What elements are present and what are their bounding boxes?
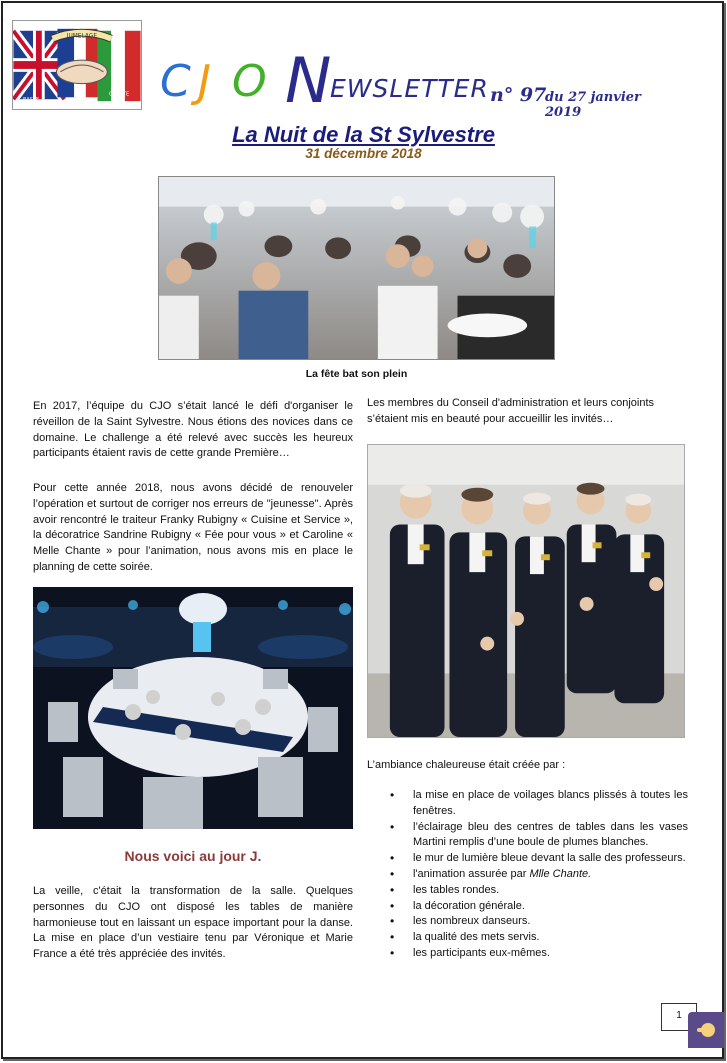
party-photo-caption: La fête bat son plein [305, 368, 408, 380]
decorated-table-photo [33, 587, 353, 829]
bullet-item: • la qualité des mets servis. [388, 930, 688, 946]
bullet-item: • les participants eux-mêmes. [388, 946, 688, 962]
preparation-paragraph: La veille, c'était la transformation de la salle. Quelques personnes du CJO ont disposé les tables de manière harmonieuse tout en laissant un espace important pour la danse. La mise en place d’un vestiaire tenu par Véronique et Marie France a été très appréciée des invités. [33, 885, 353, 961]
logo-right-text: CHANTE [108, 91, 130, 98]
ambiance-bullet-list [388, 788, 688, 962]
section-heading-jour-j: Nous voici au jour J. [124, 848, 262, 864]
party-hall-photo [158, 176, 555, 360]
bullet-item: • la mise en place de voilages blancs plissés à toutes les fenêtres. [388, 788, 688, 820]
masthead-letter-j: J [198, 56, 211, 107]
bullet-item: • les nombreux danseurs. [388, 914, 688, 930]
bullet-item: • la décoration générale. [388, 899, 688, 915]
board-members-photo [367, 444, 685, 738]
logo-flags-handshake-image [13, 21, 141, 109]
article-title: La Nuit de la St Sylvestre [232, 122, 495, 147]
intro-paragraph: En 2017, l’équipe du CJO s’était lancé le défi d'organiser le réveillon de la Saint Sylvestre. Nous étions des novices dans ce domaine. Le challenge a été relevé avec succès les heureux participants étaient ravis de cette grande Première… [33, 400, 353, 460]
newsletter-masthead [160, 44, 680, 120]
masthead-issue-number: n° 97 [490, 84, 547, 106]
article-subtitle: 31 décembre 2018 [305, 146, 422, 161]
masthead-letter-c: C [160, 56, 191, 107]
cjo-logo [12, 20, 142, 110]
planning-paragraph: Pour cette année 2018, nous avons décidé de renouveler l’opération et surtout de corriger nos erreurs de "jeunesse". Après avoir rencontré le traiteur Franky Rubigny « Cuisine et Service », la décoratrice Sandrine Rubigny « Fée pour vous » et Caroline « Melle Chante » pour l’animation, nous avons mis en place le planning de cette soirée. [33, 482, 353, 573]
masthead-date: du 27 janvier 2019 [545, 90, 641, 120]
board-members-paragraph: Les membres du Conseil d'administration et leurs conjoints s’étaient mis en beauté pour accueillir les invités… [367, 397, 655, 425]
page-number: 1 [661, 1003, 697, 1031]
bullet-item: • les tables rondes. [388, 883, 688, 899]
masthead-newsletter-word: EWSLETTER [330, 74, 489, 103]
bullet-item: • l'animation assurée par Mlle Chante. [388, 867, 688, 883]
logo-left-text: BASSE [23, 97, 40, 104]
bullet-item: • le mur de lumière bleue devant la salle des professeurs. [388, 851, 688, 867]
logo-top-text: JUMELAGE [66, 33, 98, 40]
masthead-letter-o: O [232, 56, 267, 107]
masthead-letter-n: N [285, 44, 332, 117]
bullet-italic-name: Mlle Chante. [529, 867, 592, 880]
hand-pointer-icon[interactable] [688, 1012, 724, 1048]
bullet-item: • l’éclairage bleu des centres de tables dans les vases Martini remplis d’une boule de plumes blanches. [388, 820, 688, 852]
ambiance-intro: L’ambiance chaleureuse était créée par : [367, 759, 566, 771]
